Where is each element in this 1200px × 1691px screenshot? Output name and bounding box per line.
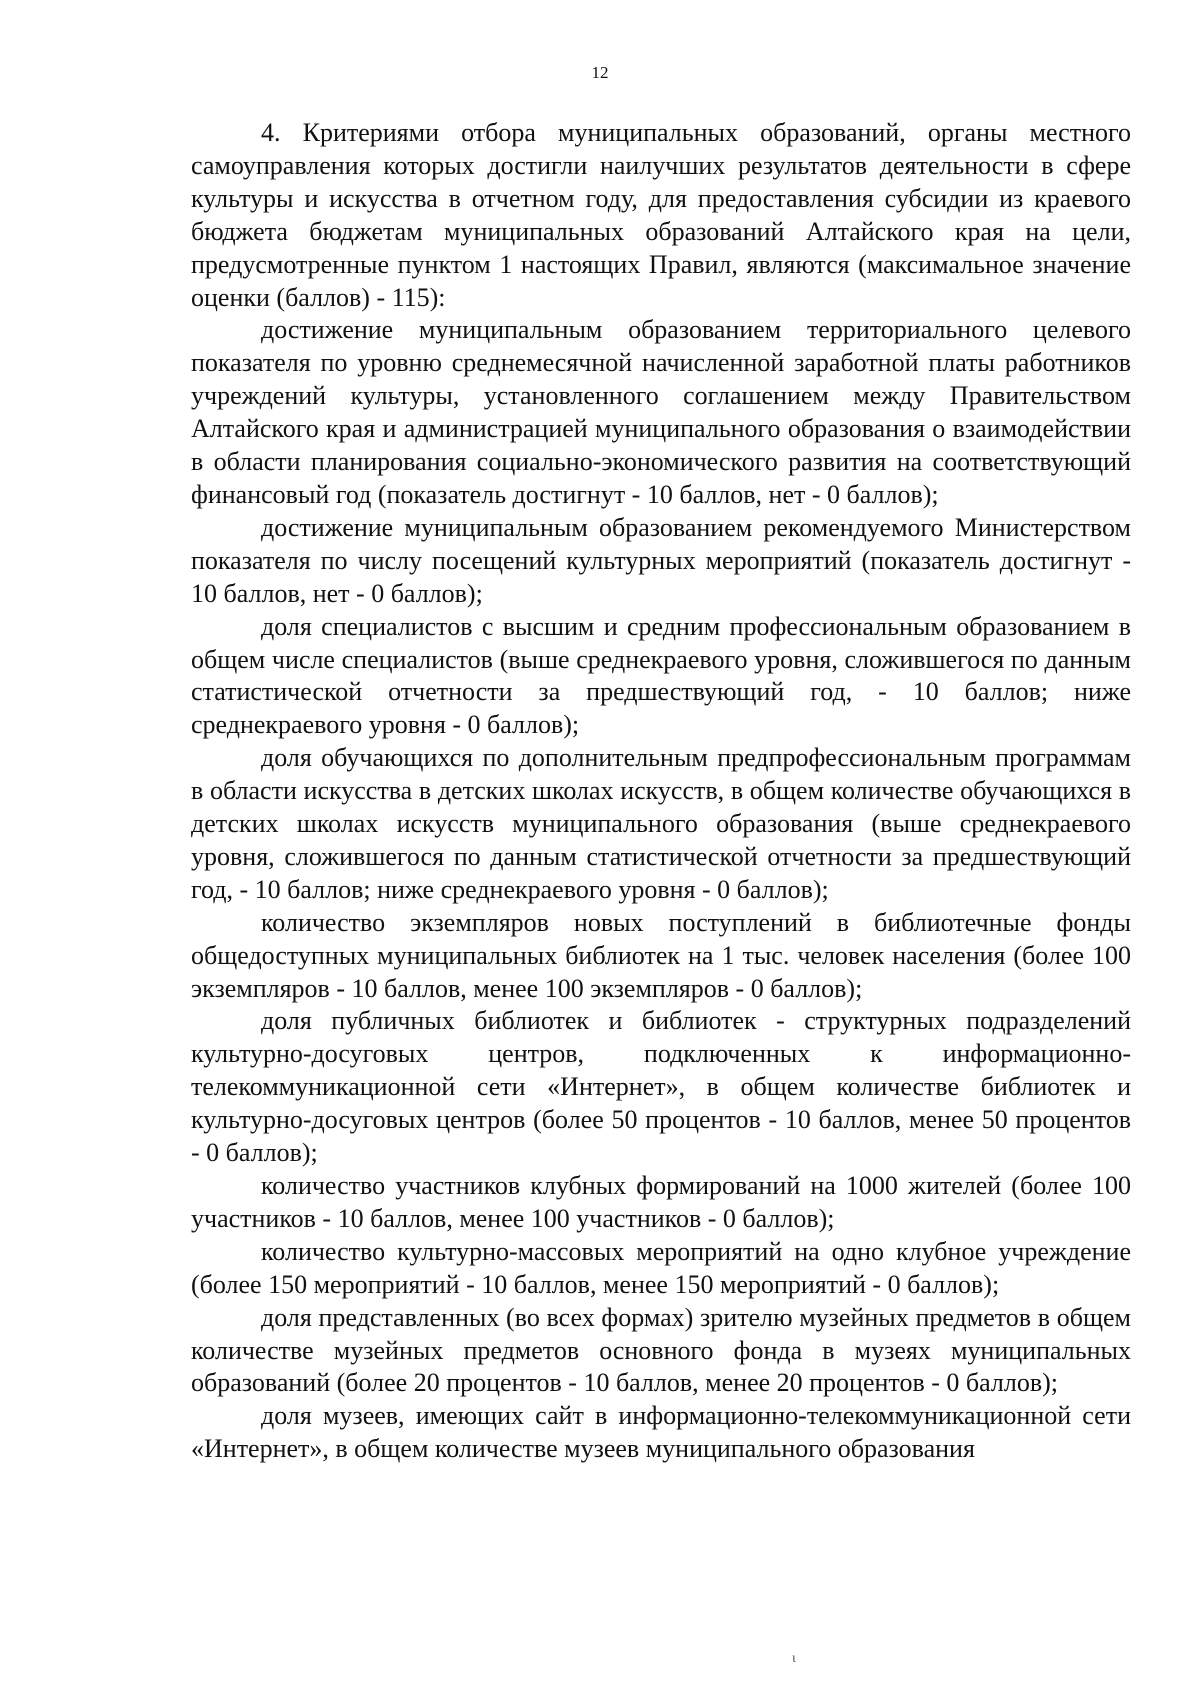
paragraph-library-internet: доля публичных библиотек и библиотек - структурных подразделений культурно-досуговых центров, подключенных к информационно-телекоммуникационной сети «Интернет», в общем количестве библиотек и культурно-досуговых центров (более 50 процентов - 10 баллов, менее 50 процентов - 0 баллов);: [191, 1006, 1131, 1168]
paragraph-library-acquisitions: количество экземпляров новых поступлений в библиотечные фонды общедоступных муниципальных библиотек на 1 тыс. человек населения (более 100 экземпляров - 10 баллов, менее 100 экземпляров - 0 баллов);: [191, 907, 1131, 1003]
paragraph-salary-target: достижение муниципальным образованием территориального целевого показателя по уровню среднемесячной начисленной заработной платы работников учреждений культуры, установленного соглашением между Правительством Алтайского края и администрацией муниципального образования о взаимодействии в области планирования социально-экономического развития на соответствующий финансовый год (показатель достигнут - 10 баллов, нет - 0 баллов);: [191, 315, 1131, 509]
paragraph-cultural-events: количество культурно-массовых мероприятий на одно клубное учреждение (более 150 мероприятий - 10 баллов, менее 150 мероприятий - 0 баллов);: [191, 1236, 1131, 1299]
paragraph-specialists-education: доля специалистов с высшим и средним профессиональным образованием в общем числе специалистов (выше среднекраевого уровня, сложившегося по данным статистической отчетности за предшествующий год, - 10 баллов; ниже среднекраевого уровня - 0 баллов);: [191, 611, 1131, 740]
paragraph-club-participants: количество участников клубных формирований на 1000 жителей (более 100 участников - 10 баллов, менее 100 участников - 0 баллов);: [191, 1171, 1131, 1233]
paragraph-museum-websites: доля музеев, имеющих сайт в информационно-телекоммуникационной сети «Интернет», в общем количестве музеев муниципального образования: [191, 1401, 1131, 1464]
paragraph-art-school-students: доля обучающихся по дополнительным предпрофессиональным программам в области искусства в детских школах искусств, в общем количестве обучающихся в детских школах искусств муниципального образования (выше среднекраевого уровня, сложившегося по данным статистической отчетности за предшествующий год, - 10 баллов; ниже среднекраевого уровня - 0 баллов);: [191, 743, 1131, 904]
footer-mark: ι: [792, 1651, 796, 1666]
page-number: 12: [591, 63, 609, 82]
paragraph-event-visits: достижение муниципальным образованием рекомендуемого Министерством показателя по числу посещений культурных мероприятий (показатель достигнут - 10 баллов, нет - 0 баллов);: [191, 512, 1131, 608]
paragraph-criteria-intro: 4. Критериями отбора муниципальных образований, органы местного самоуправления которых достигли наилучших результатов деятельности в сфере культуры и искусства в отчетном году, для предоставления субсидии из краевого бюджета бюджетам муниципальных образований Алтайского края на цели, предусмотренные пунктом 1 настоящих Правил, являются (максимальное значение оценки (баллов) - 115):: [191, 118, 1131, 312]
document-body: [191, 117, 1131, 1466]
paragraph-museum-exhibits: доля представленных (во всех формах) зрителю музейных предметов в общем количестве музейных предметов основного фонда в музеях муниципальных образований (более 20 процентов - 10 баллов, менее 20 процентов - 0 баллов);: [191, 1302, 1131, 1398]
